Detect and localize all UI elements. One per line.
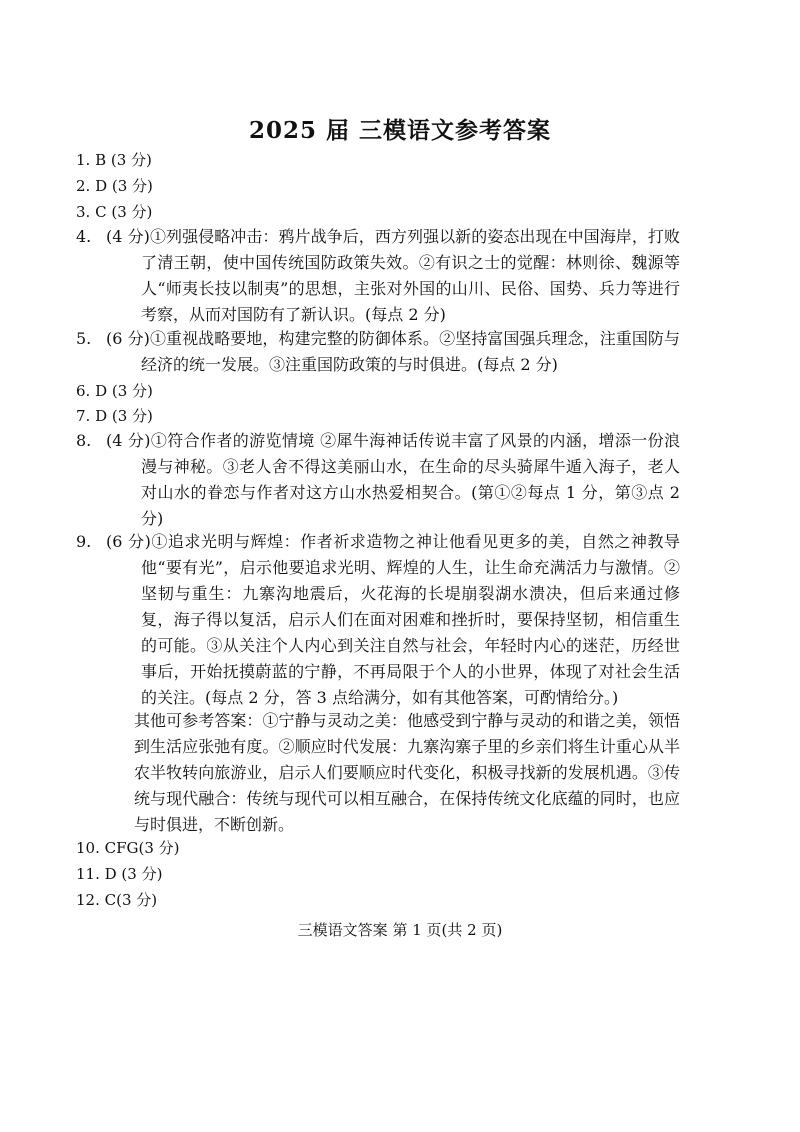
answer-number: 3. — [76, 203, 91, 221]
answer-text: (4 分)①列强侵略冲击：鸦片战争后，西方列强以新的姿态出现在中国海岸，打败了清王朝，使中国传统国防政策失效。②有识之士的觉醒：林则徐、魏源等人“师夷长技以制夷”的思想，主张对外国的山川、民俗、国势、兵力等进行考察，从而对国防有了新认识。(每点 2 分) — [106, 227, 680, 324]
answer-12 — [76, 887, 157, 913]
answer-9-alternatives — [134, 708, 680, 838]
answer-text: D (3 分) — [95, 382, 153, 400]
page-footer: 三模语文答案 第 1 页(共 2 页) — [297, 921, 503, 939]
answer-3 — [76, 199, 152, 225]
answer-number: 7. — [76, 407, 91, 425]
answer-7 — [76, 403, 153, 429]
answer-5 — [76, 326, 680, 378]
answer-4 — [76, 224, 680, 328]
answer-text: 其他可参考答案：①宁静与灵动之美：他感受到宁静与灵动的和谐之美，领悟到生活应张弛有度。②顺应时代发展：九寨沟寨子里的乡亲们将生计重心从半农半牧转向旅游业，启示人们要顺应时代变化，积极寻找新的发展机遇。③传统与现代融合：传统与现代可以相互融合，在保持传统文化底蕴的同时，也应与时俱进，不断创新。 — [134, 711, 680, 834]
answer-text: (6 分)①追求光明与辉煌：作者祈求造物之神让他看见更多的美，自然之神教导他“要有光”，启示他要追求光明、辉煌的人生，让生命充满活力与激情。②坚韧与重生：九寨沟地震后，火花海的长堤崩裂湖水溃决，但后来通过修复，海子得以复活，启示人们在面对困难和挫折时，要保持坚韧，相信重生的可能。③从关注个人内心到关注自然与社会，年轻时内心的迷茫，历经世事后，开始抚摸蔚蓝的宁静，不再局限于个人的小世界，体现了对社会生活的关注。(每点 2 分，答 3 点给满分，如有其他答案，可酌情给分。) — [106, 532, 680, 707]
answer-text: D (3 分) — [95, 407, 153, 425]
answer-text: D (3 分) — [95, 177, 153, 195]
answer-11 — [76, 861, 162, 887]
answer-number: 12. — [76, 891, 100, 909]
answer-number: 11. — [76, 865, 100, 883]
answer-number: 1. — [76, 151, 91, 169]
answer-number: 4. — [76, 227, 92, 246]
answer-text: (4 分)①符合作者的游览情境 ②犀牛海神话传说丰富了风景的内涵，增添一份浪漫与神秘。③老人舍不得这美丽山水，在生命的尽头骑犀牛遁入海子，老人对山水的眷恋与作者对这方山水热爱相契合。(第①②每点 1 分，第③点 2 分) — [106, 431, 680, 528]
answer-text: C (3 分) — [95, 203, 153, 221]
page-title: 2025 届 三模语文参考答案 — [248, 117, 552, 144]
answer-text: (6 分)①重视战略要地，构建完整的防御体系。②坚持富国强兵理念，注重国防与经济的统一发展。③注重国防政策的与时俱进。(每点 2 分) — [106, 329, 680, 374]
answer-6 — [76, 378, 153, 404]
answer-10 — [76, 835, 180, 861]
answer-number: 10. — [76, 839, 100, 857]
answer-9 — [76, 529, 680, 711]
answer-number: 2. — [76, 177, 91, 195]
answer-text: B (3 分) — [95, 151, 152, 169]
answer-text: C(3 分) — [104, 891, 158, 909]
answer-number: 9. — [76, 532, 92, 551]
answer-1 — [76, 147, 152, 173]
answer-number: 6. — [76, 382, 91, 400]
answer-2 — [76, 173, 153, 199]
answer-number: 8. — [76, 431, 92, 450]
answer-number: 5. — [76, 329, 92, 348]
answer-text: D (3 分) — [104, 865, 163, 883]
answer-text: CFG(3 分) — [104, 839, 180, 857]
answer-8 — [76, 428, 680, 532]
